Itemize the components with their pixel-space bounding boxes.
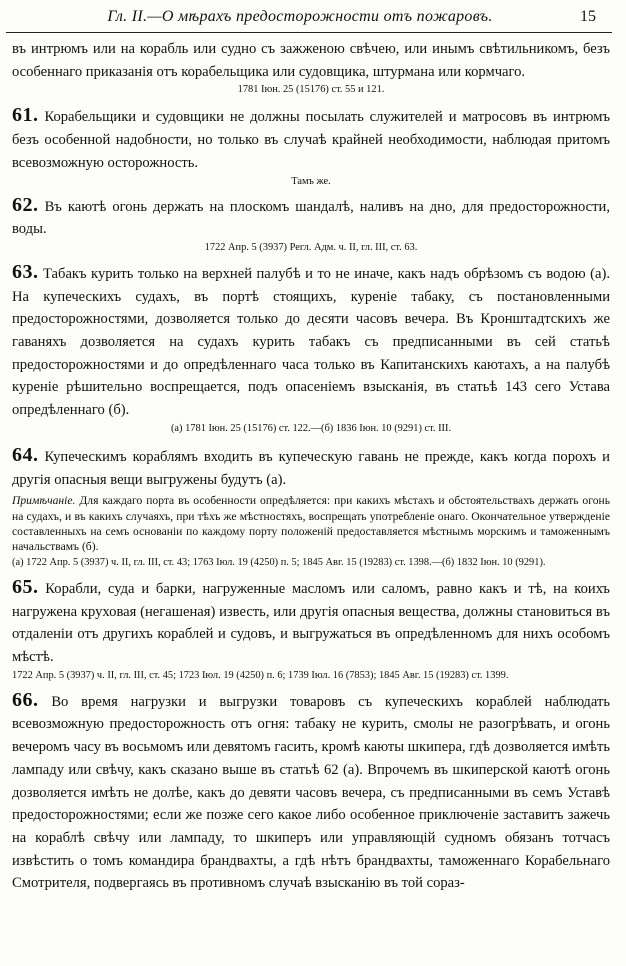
article-body: Въ каютѣ огонь держать на плоскомъ шандалѣ, наливъ на дно, для предосторожности, воды.: [12, 198, 610, 238]
citation: (а) 1781 Іюн. 25 (15176) ст. 122.—(б) 1836 Іюн. 10 (9291) ст. III.: [170, 422, 452, 434]
article-66: [12, 689, 610, 895]
article-body: Табакъ курить только на верхней палубѣ и то не иначе, какъ надъ обрѣзомъ съ водою (а). На купеческихъ судахъ, въ портѣ стоящихъ, куреніе табаку, съ постановленными предосторожностями, дозволяется только до десяти часовъ вечера. Въ Кронштадтскихъ же гаваняхъ дозволяется на судахъ курить табакъ съ предписанными въ сей статьѣ предосторожностями и до опредѣленнаго часа только въ Капитанскихъ каютахъ, а на палубѣ куреніе рѣшительно воспрещается, подъ опасеніемъ взысканія, въ статьѣ 143 сего Устава опредѣленнаго (б).: [12, 265, 610, 419]
citation: 1722 Апр. 5 (3937) ч. II, гл. III, ст. 45; 1723 Іюл. 19 (4250) п. 6; 1739 Іюл. 16 (7853); 1845 Авг. 15 (19283) ст. 1399.: [12, 669, 509, 681]
article-text: [12, 444, 610, 491]
citation: 1781 Іюн. 25 (15176) ст. 55 и 121.: [237, 84, 385, 96]
running-title: Гл. II.—О мѣрахъ предосторожности отъ пожаровъ.: [107, 8, 493, 25]
continued-text: въ интрюмъ или на корабль или судно съ зажженою свѣчею, или инымъ свѣтильникомъ, безъ особеннаго приказанія отъ корабельщика или судовщика, штурмана или кормчаго.: [12, 41, 610, 80]
citation: Тамъ же.: [291, 175, 331, 187]
article-body: Купеческимъ кораблямъ входить въ купеческую гавань не прежде, какъ когда порохъ и другія опасныя вещи выгружены будутъ (а).: [12, 448, 610, 488]
page-number: 15: [580, 8, 596, 25]
article-61: [12, 104, 610, 187]
article-note: [12, 493, 610, 555]
header-rule: [6, 32, 612, 33]
citation: 1722 Апр. 5 (3937) Регл. Адм. ч. II, гл. III, ст. 63.: [204, 241, 418, 253]
article-text: [12, 261, 610, 422]
article-text: [12, 576, 610, 669]
article-64: [12, 444, 610, 569]
article-body: Корабли, суда и барки, нагруженные масломъ или саломъ, равно какъ и тѣ, на коихъ нагружена круховая (негашеная) известь, или другія опасныя вещества, должны становиться въ отдаленіи отъ другихъ кораблей и судовъ, и выгружаться въ опредѣленномъ для нихъ особомъ мѣстѣ.: [12, 580, 610, 665]
page-header: [0, 8, 626, 30]
page-content: [12, 38, 610, 895]
article-text: [12, 194, 610, 241]
note-label: Примѣчаніе.: [12, 494, 76, 508]
article-body: Во время нагрузки и выгрузки товаровъ съ купеческихъ кораблей наблюдать всевозможную предосторожность отъ огня: табаку не курить, смолы не разогрѣвать, и огонь вечеромъ часу въ восьмомъ или девятомъ гасить, кромѣ каюты шкипера, гдѣ дозволяется имѣть лампаду или свѣчу, какъ сказано выше въ статьѣ 62 (а). Впрочемъ въ шкиперской каютѣ огонь дозволяется имѣть не долѣе, какъ до девяти часовъ вечера, съ предписанными въ семъ Уставѣ предосторожностями; если же позже сего какое либо особенное приключеніе заставитъ зажечь на кораблѣ свѣчу или лампаду, то шкиперъ или управляющій судномъ обязанъ тотчасъ извѣстить о томъ командира брандвахты, а гдѣ нѣтъ брандвахты, таможеннаго Корабельнаго Смотрителя, подвергаясь въ противномъ случаѣ взысканію въ той сораз-: [12, 693, 610, 892]
article-body: Корабельщики и судовщики не должны посылать служителей и матросовъ въ интрюмъ безъ особенной надобности, но только въ случаѣ крайней необходимости, наблюдая притомъ всевозможную осторожность.: [12, 109, 610, 171]
article-62: [12, 194, 610, 254]
article-number: 62.: [12, 193, 39, 216]
citation: (а) 1722 Апр. 5 (3937) ч. II, гл. III, ст. 43; 1763 Іюл. 19 (4250) п. 5; 1845 Авг. 15 (19283) ст. 1398.—(б) 1832 Іюн. 10 (9291).: [12, 556, 546, 568]
article-text: [12, 689, 610, 895]
article-text: [12, 104, 610, 174]
article-number: 63.: [12, 260, 39, 283]
note-body: Для каждаго порта въ особенности опредѣляется: при какихъ мѣстахъ и обстоятельствахъ держать огонь на судахъ, и въ какихъ случаяхъ, при тѣхъ же мѣстностяхъ, воспрещать употребленіе онаго. Окончательное утвержденіе составленныхъ на семъ основаніи по каждому порту положеній предоставляется мѣстнымъ морскимъ и таможеннымъ начальствамъ (б).: [12, 494, 610, 554]
article-65: [12, 576, 610, 682]
article-number: 66.: [12, 688, 39, 711]
article-63: [12, 261, 610, 435]
article-number: 64.: [12, 443, 39, 466]
article-number: 65.: [12, 575, 39, 598]
article-number: 61.: [12, 104, 39, 127]
